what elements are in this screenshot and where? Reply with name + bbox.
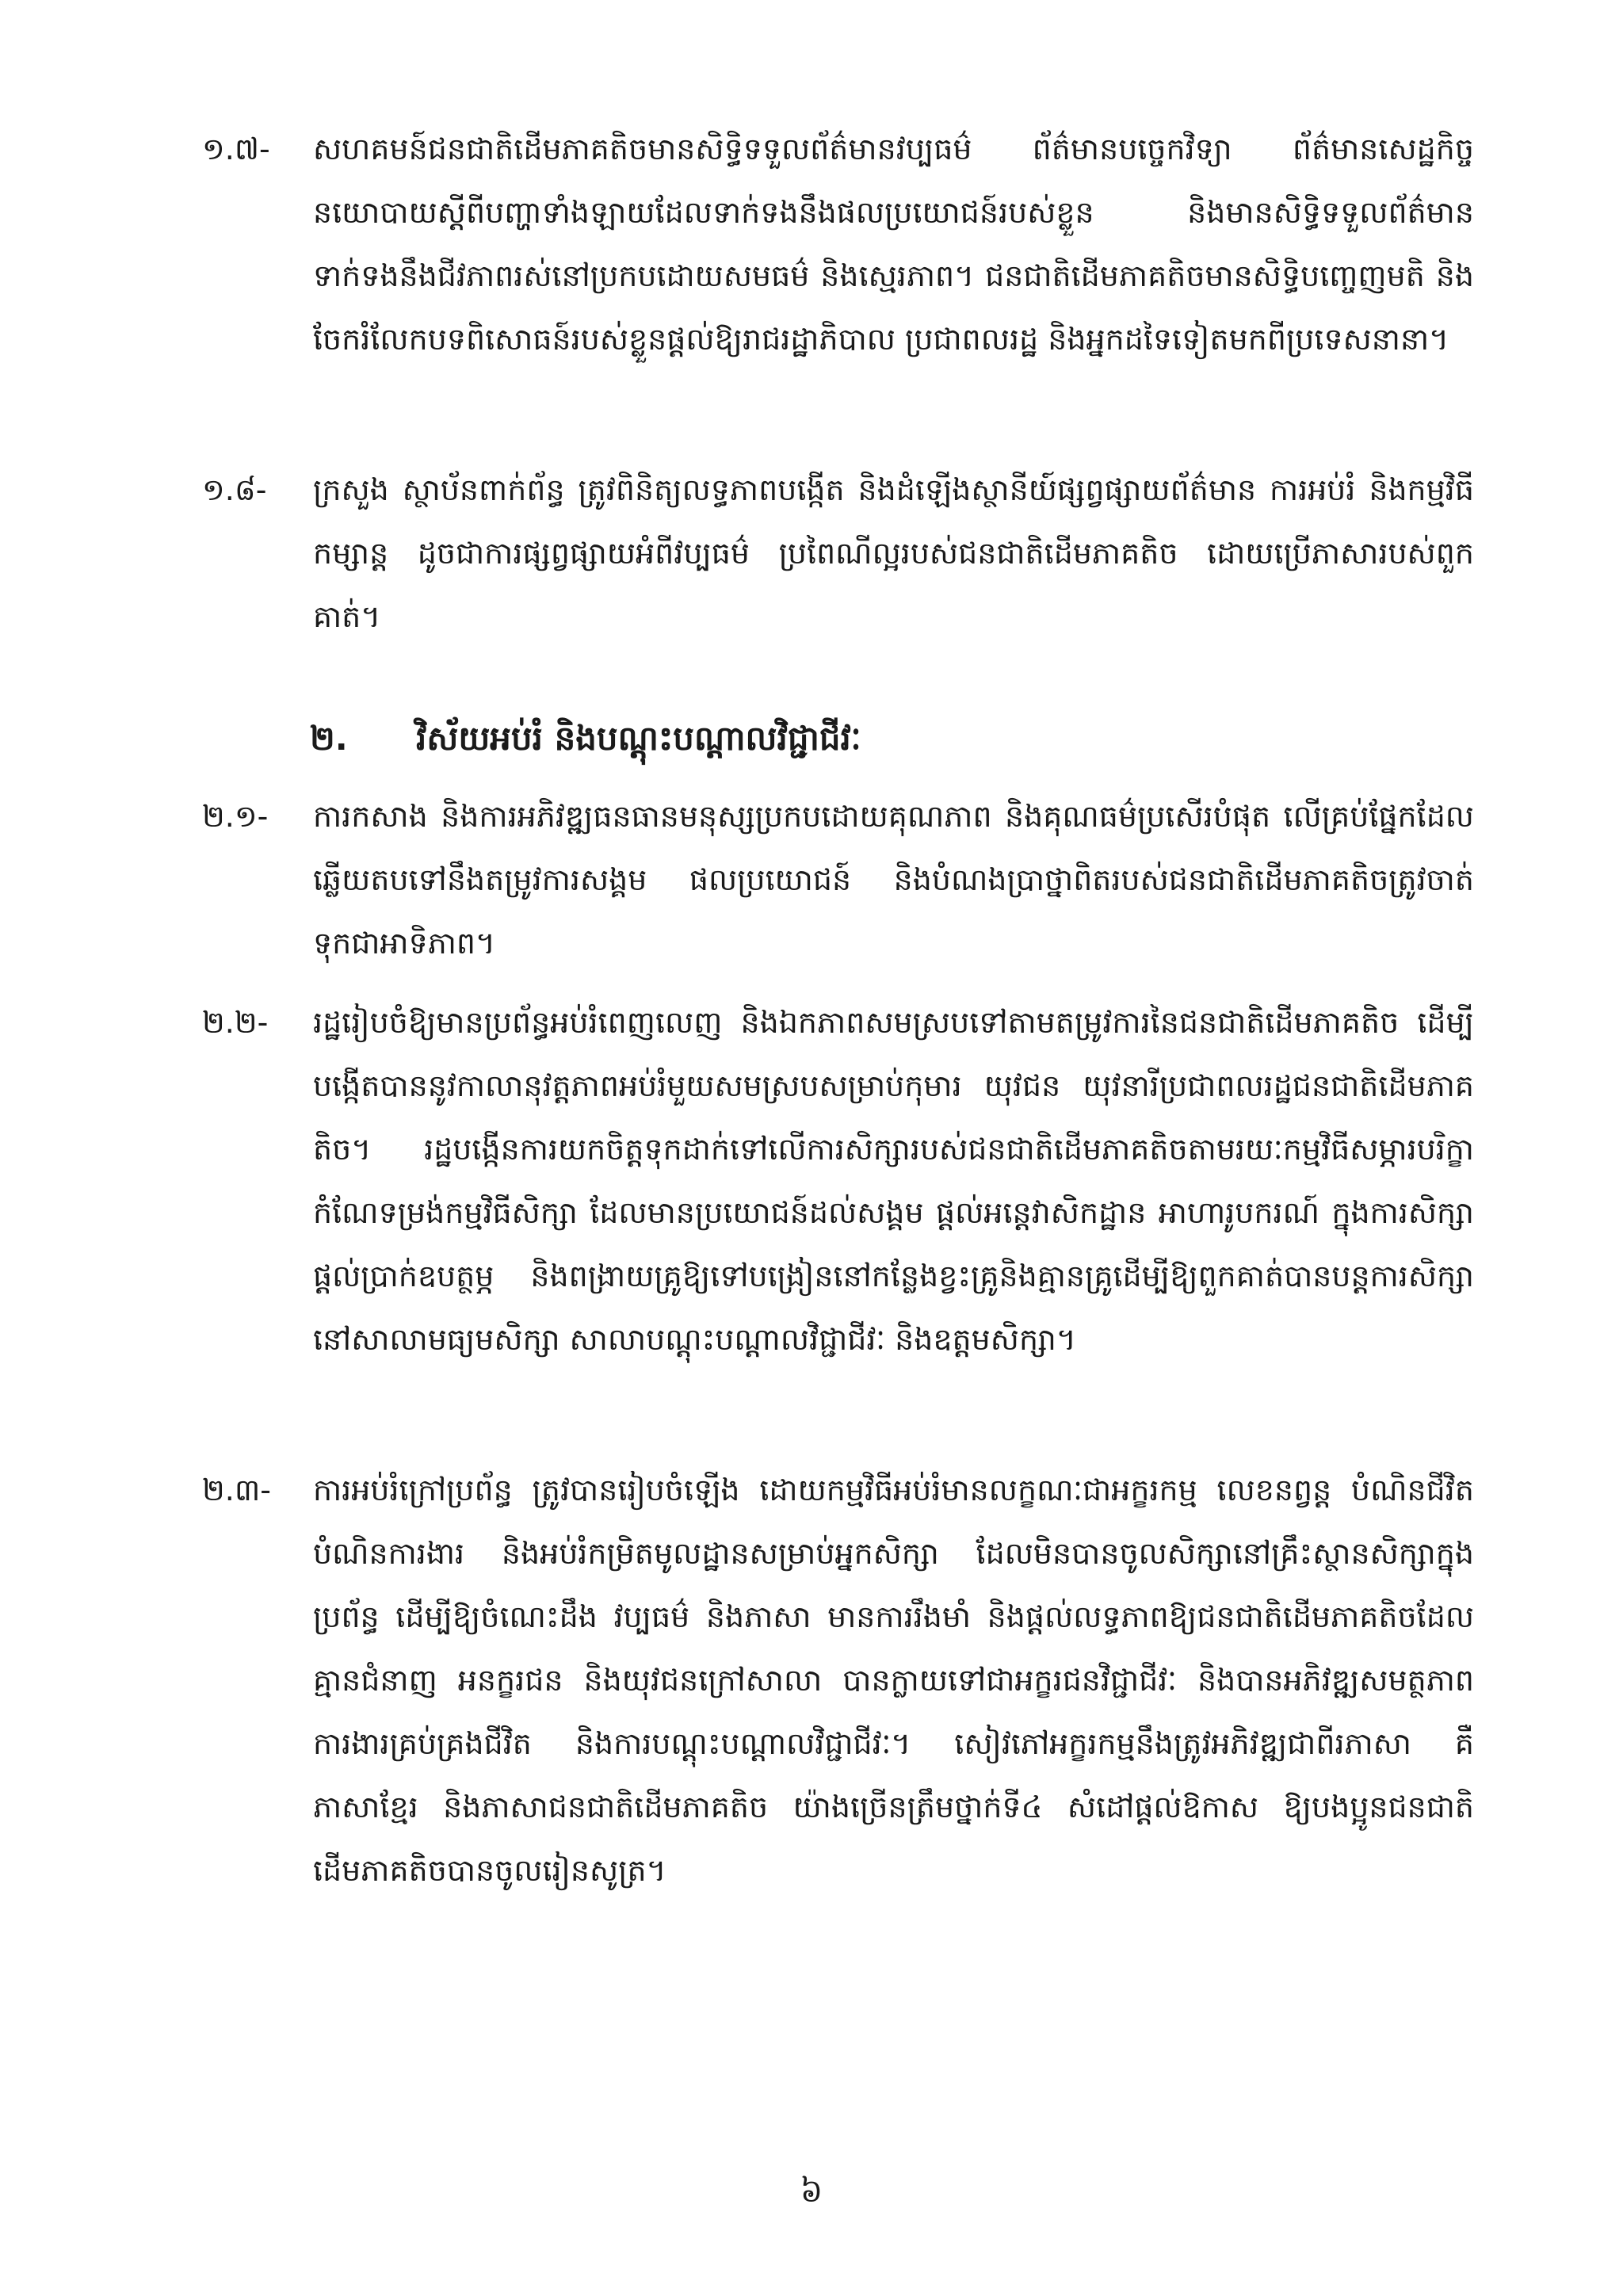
paragraph-text: ក្រសួង ស្ថាប័នពាក់ព័ន្ធ ត្រូវពិនិត្យលទ្ធភាពបង្កើត និងដំឡើងស្ថានីយ៍ផ្សព្វផ្សាយព័ត៌មាន ការអប់រំ និងកម្មវិធីកម្សាន្ត ដូចជាការផ្សព្វផ្សាយអំពីវប្បធម៌ ប្រពៃណីល្អរបស់ជនជាតិដើមភាគតិច ដោយប្រើភាសារបស់ពួកគាត់។ bbox=[313, 472, 1474, 634]
paragraph-text: ការអប់រំក្រៅប្រព័ន្ធ ត្រូវបានរៀបចំឡើង ដោយកម្មវិធីអប់រំមានលក្ខណៈជាអក្ខរកម្ម លេខនព្វន្ត បំណិនជីវិត បំណិនការងារ និងអប់រំកម្រិតមូលដ្ឋានសម្រាប់អ្នកសិក្សា ដែលមិនបានចូលសិក្សានៅគ្រឹះស្ថានសិក្សាក្នុងប្រព័ន្ធ ដើម្បីឱ្យចំណេះដឹង វប្បធម៌ និងភាសា មានការរឹងមាំ និងផ្តល់លទ្ធភាពឱ្យជនជាតិដើមភាគតិចដែលគ្មានជំនាញ អនក្ខរជន និងយុវជនក្រៅសាលា បានក្លាយទៅជាអក្ខរជនវិជ្ជាជីវៈ និងបានអភិវឌ្ឍសមត្ថភាពការងារគ្រប់គ្រងជីវិត និងការបណ្តុះបណ្តាលវិជ្ជាជីវៈ។ សៀវភៅអក្ខរកម្មនឹងត្រូវអភិវឌ្ឍជាពីរភាសា គឺភាសាខ្មែរ និងភាសាជនជាតិដើមភាគតិច យ៉ាងច្រើនត្រឹមថ្នាក់ទី៤ សំដៅផ្តល់ឱកាស ឱ្យបងប្អូនជនជាតិដើមភាគតិចបានចូលរៀនសូត្រ។ bbox=[313, 1473, 1474, 1888]
paragraph-2-1 bbox=[202, 785, 1474, 975]
paragraph-number: ២.២- bbox=[202, 1005, 269, 1040]
paragraph-text: រដ្ឋរៀបចំឱ្យមានប្រព័ន្ធអប់រំពេញលេញ និងឯកភាពសមស្របទៅតាមតម្រូវការនៃជនជាតិដើមភាគតិច ដើម្បីបង្កើតបាននូវកាលានុវត្តភាពអប់រំមួយសមស្របសម្រាប់កុមារ យុវជន យុវនារីប្រជាពលរដ្ឋជនជាតិដើមភាគតិច។ រដ្ឋបង្កើនការយកចិត្តទុកដាក់ទៅលើការសិក្សារបស់ជនជាតិដើមភាគតិចតាមរយៈកម្មវិធីសម្ភារបរិក្ខា កំណែទម្រង់កម្មវិធីសិក្សា ដែលមានប្រយោជន៍ដល់សង្គម ផ្តល់អន្តេវាសិកដ្ឋាន អាហារូបករណ៍ ក្នុងការសិក្សាផ្តល់ប្រាក់ឧបត្ថម្ភ និងពង្រាយគ្រូឱ្យទៅបង្រៀននៅកន្លែងខ្វះគ្រូនិងគ្មានគ្រូដើម្បីឱ្យពួកគាត់បានបន្តការសិក្សានៅសាលាមធ្យមសិក្សា សាលាបណ្តុះបណ្តាលវិជ្ជាជីវៈ និងឧត្តមសិក្សា។ bbox=[313, 1005, 1474, 1357]
paragraph-text: សហគមន៍ជនជាតិដើមភាគតិចមានសិទ្ធិទទួលព័ត៌មានវប្បធម៌ ព័ត៌មានបច្ចេកវិទ្យា ព័ត៌មានសេដ្ឋកិច្ច នយោបាយស្តីពីបញ្ហាទាំងឡាយដែលទាក់ទងនឹងផលប្រយោជន៍របស់ខ្លួន និងមានសិទ្ធិទទួលព័ត៌មានទាក់ទងនឹងជីវភាពរស់នៅប្រកបដោយសមធម៌ និងស្មេរភាព។ ជនជាតិដើមភាគតិចមានសិទ្ធិបញ្ចេញមតិ និងចែករំលែកបទពិសោធន៍របស់ខ្លួនផ្តល់ឱ្យរាជរដ្ឋាភិបាល ប្រជាពលរដ្ឋ និងអ្នកដទៃទៀតមកពីប្រទេសនានា។ bbox=[313, 132, 1474, 357]
page-number: ៦ bbox=[800, 2173, 823, 2210]
paragraph-2-3 bbox=[202, 1458, 1474, 1902]
section-heading bbox=[310, 707, 1474, 770]
section-number: ២. bbox=[310, 719, 348, 758]
paragraph-1-7 bbox=[202, 117, 1474, 371]
paragraph-2-2 bbox=[202, 991, 1474, 1371]
section-title: វិស័យអប់រំ និងបណ្តុះបណ្តាលវិជ្ជាជីវៈ bbox=[416, 719, 861, 758]
paragraph-number: ១.៧- bbox=[202, 132, 270, 166]
paragraph-text: ការកសាង និងការអភិវឌ្ឍធនធានមនុស្សប្រកបដោយគុណភាព និងគុណធម៌ប្រសើរបំផុត លើគ្រប់ផ្នែកដែលឆ្លើយតបទៅនឹងតម្រូវការសង្គម ផលប្រយោជន៍ និងបំណងប្រាថ្នាពិតរបស់ជនជាតិដើមភាគតិចត្រូវចាត់ទុកជាអាទិភាព។ bbox=[313, 799, 1474, 961]
paragraph-1-8 bbox=[202, 458, 1474, 648]
paragraph-number: ២.១- bbox=[202, 799, 269, 834]
paragraph-number: ២.៣- bbox=[202, 1473, 272, 1507]
paragraph-number: ១.៨- bbox=[202, 472, 267, 507]
